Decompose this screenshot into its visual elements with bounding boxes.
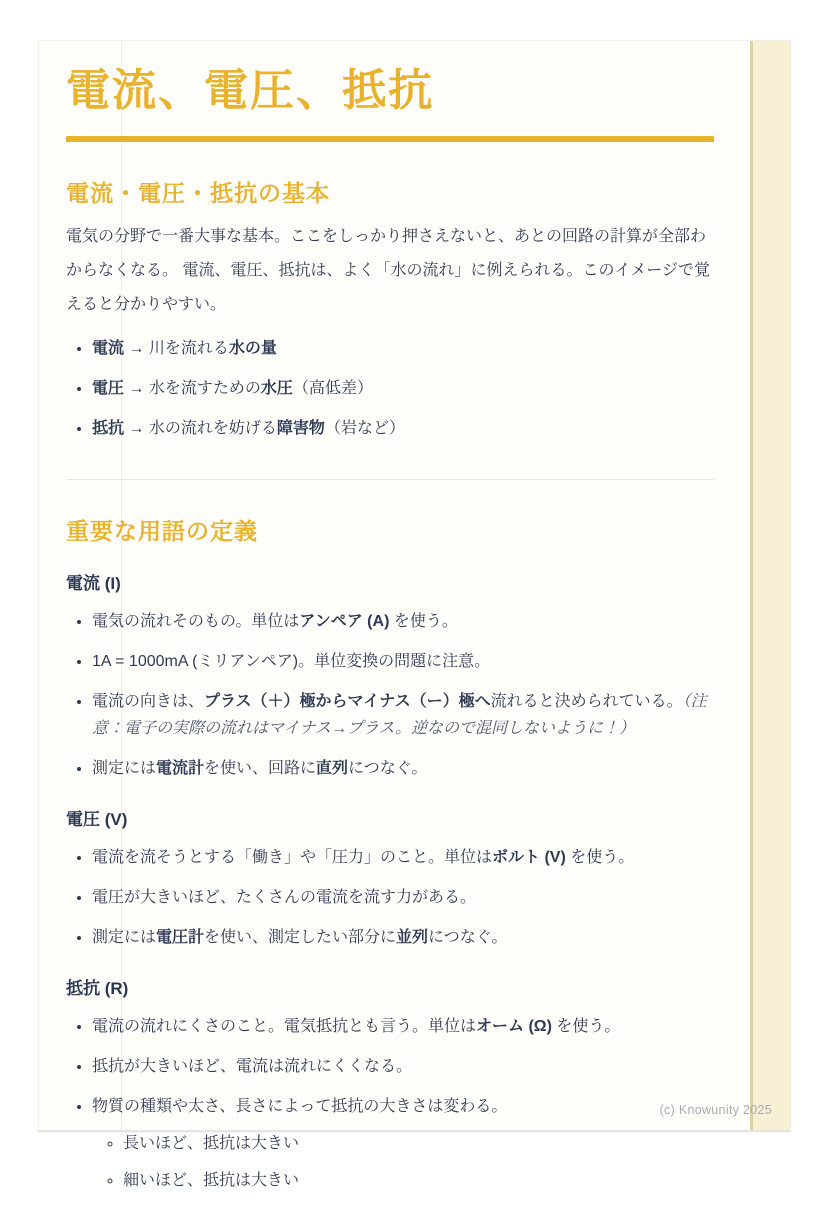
text-segment: を使う。 [565,848,635,866]
text-segment: 電流の向きは、 [92,692,205,710]
text-segment: を使う。 [389,612,458,630]
text-segment: 電流の流れにくさのこと。電気抵抗とも言う。単位は [92,1017,477,1035]
text-segment: 直列 [316,759,349,777]
term-bullet-list [66,608,714,782]
text-segment: プラス（＋）極からマイナス（ー）極へ [204,692,491,710]
text-segment: 電流 [92,339,125,357]
notes-page-card [38,40,791,1189]
text-segment: 流れると決められている。 [490,692,683,710]
term-bullet-list [66,844,714,951]
list-item [92,755,714,782]
text-segment: 並列 [396,928,429,946]
text-segment: 障害物 [276,419,325,437]
text-segment: → 川を流れる [124,339,229,357]
section-divider [66,479,714,480]
text-segment: を使い、回路に [204,759,317,777]
text-segment: （岩など） [324,419,405,437]
intro-paragraph: 電気の分野で一番大事な基本。ここをしっかり押さえないと、あとの回路の計算が全部わからなくなる。 電流、電圧、抵抗は、よく「水の流れ」に例えられる。このイメージで覚えると分かりやすい。 [66,227,710,313]
page-title: 電流、電圧、抵抗 [66,66,434,115]
footer-credit: (c) Knowunity 2025 [659,1103,772,1117]
list-item [92,924,714,951]
text-segment: 抵抗 [92,419,125,437]
text-segment: 電気の流れそのもの。単位は [92,612,300,630]
text-segment: 1A = 1000mA (ミリアンペア)。単位変換の問題に注意。 [92,652,491,670]
text-segment: 電流を流そうとする「働き」や「圧力」のこと。単位は [92,848,493,866]
text-segment: 測定には [92,928,157,946]
text-segment: につなぐ。 [428,928,508,946]
section-heading-terms: 重要な用語の定義 [66,517,258,544]
text-segment: 電圧が大きいほど、たくさんの電流を流す力がある。 [92,888,477,906]
list-item [92,688,714,742]
text-segment: 抵抗が大きいほど、電流は流れにくくなる。 [92,1057,413,1075]
text-segment: につなぐ。 [348,759,428,777]
list-item [92,415,714,442]
text-segment: （注意：電子の実際の流れはマイナス→プラス。逆なので混同しないように！） [92,692,707,737]
terms-container [66,573,714,1194]
title-underline [66,136,714,142]
list-item [92,844,714,871]
text-segment: 水圧 [260,379,293,397]
text-segment: → 水を流すための [124,379,261,397]
text-segment: を使い、測定したい部分に [204,928,397,946]
text-segment: 電流計 [156,759,205,777]
section-heading-basics: 電流・電圧・抵抗の基本 [66,180,330,207]
text-segment: → 水の流れを妨げる [124,419,277,437]
list-item [92,648,714,675]
notebook-edge-strip [750,41,790,1130]
nested-list-item: ◦ 長いほど、抵抗は大きい [123,1130,714,1157]
text-segment: 水の量 [228,339,277,357]
term-bullet-list [66,1013,714,1194]
list-item [92,608,714,635]
list-item [92,335,714,362]
list-item [92,375,714,402]
text-segment: 測定には [92,759,157,777]
list-item [92,1053,714,1080]
intro-bullet-list [66,335,714,442]
text-segment: （高低差） [292,379,373,397]
text-segment: 電圧計 [156,928,205,946]
list-item [92,1093,714,1194]
text-segment: ボルト (V) [492,848,566,866]
text-segment: 電圧 [92,379,125,397]
text-segment: オーム (Ω) [476,1017,552,1035]
text-segment: 物質の種類や太さ、長さによって抵抗の大きさは変わる。 [92,1097,508,1115]
term-subheading: 電流 (I) [66,573,121,593]
list-item [92,1013,714,1040]
text-segment: アンペア (A) [299,612,390,630]
nested-list-item: ◦ 細いほど、抵抗は大きい [123,1167,714,1194]
nested-bullet-list [92,1130,714,1194]
term-subheading: 抵抗 (R) [66,978,129,998]
term-subheading: 電圧 (V) [66,809,128,829]
text-segment: を使う。 [551,1017,621,1035]
page-content [66,41,714,1207]
list-item [92,884,714,911]
